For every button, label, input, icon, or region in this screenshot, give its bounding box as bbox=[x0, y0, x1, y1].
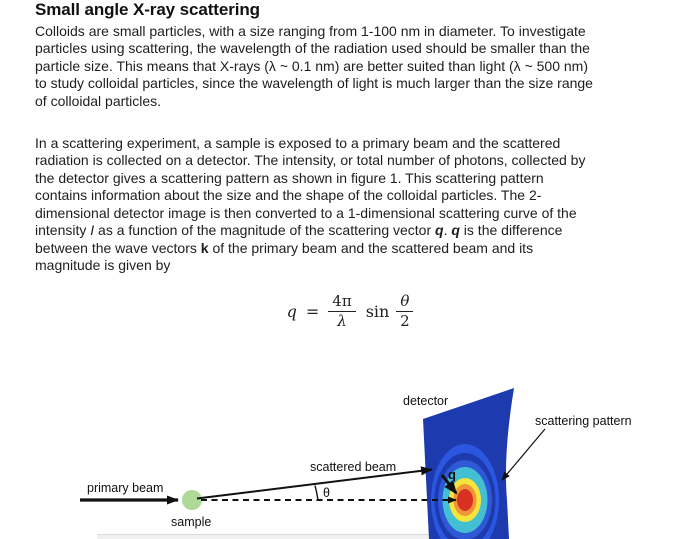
equation-q bbox=[0, 293, 700, 329]
paragraph-line: In a scattering experiment, a sample is exposed to a primary beam and the scattered bbox=[35, 135, 561, 151]
paragraph-line: contains information about the size and the shape of the colloidal particles. The 2- bbox=[35, 187, 542, 204]
scattering-pattern-label: scattering pattern bbox=[535, 414, 632, 428]
paragraph-line: magnitude is given by bbox=[35, 257, 171, 274]
paragraph-intro bbox=[35, 23, 593, 110]
paragraph-line: dimensional detector image is then converted to a 1-dimensional scattering curve of the bbox=[35, 204, 577, 221]
fraction-theta-2 bbox=[396, 293, 413, 329]
paragraph-line: between the wave vectors k of the primary beam and the scattered beam and its bbox=[35, 239, 534, 256]
equals-sign: = bbox=[305, 301, 320, 321]
theta-label: θ bbox=[323, 486, 330, 500]
sample-label: sample bbox=[171, 515, 212, 529]
paragraph-experiment bbox=[35, 135, 585, 275]
paragraph-line: particles using scattering, the wavelength of the radiation used should be smaller than the bbox=[35, 40, 590, 57]
fraction-4pi-lambda bbox=[328, 293, 355, 329]
paragraph-line: radiation is collected on a detector. The intensity, or total number of photons, collected by bbox=[35, 152, 586, 169]
fraction-denominator: λ bbox=[337, 311, 347, 330]
paragraph-line: of colloidal particles. bbox=[35, 92, 162, 109]
sample-dot bbox=[182, 490, 202, 510]
primary-beam-label: primary beam bbox=[87, 481, 164, 495]
detector-label: detector bbox=[403, 394, 449, 408]
figure-scattering-setup bbox=[0, 380, 700, 539]
ring-red-center bbox=[457, 489, 473, 511]
fraction-numerator: θ bbox=[396, 293, 413, 312]
q-vector-label: q bbox=[448, 467, 456, 482]
paragraph-line: particle size. This means that X-rays (λ ~ 0.1 nm) are better suited than light (λ ~ 500 nm) bbox=[35, 57, 588, 74]
theta-arc bbox=[315, 486, 318, 501]
paragraph-line: Colloids are small particles, with a size ranging from 1-100 nm in diameter. To investigate bbox=[35, 23, 586, 39]
sin-operator: sin bbox=[365, 301, 390, 321]
paragraph-line: intensity I as a function of the magnitude of the scattering vector q. q is the difference bbox=[35, 222, 563, 239]
scattering-pattern-pointer bbox=[502, 429, 545, 480]
fraction-denominator: 2 bbox=[400, 311, 410, 330]
page-title: Small angle X-ray scattering bbox=[35, 0, 260, 19]
caption-strip bbox=[97, 535, 440, 539]
equation-lhs: q bbox=[286, 301, 297, 321]
fraction-numerator: 4π bbox=[328, 293, 355, 312]
paragraph-line: to study colloidal particles, since the wavelength of light is much larger than the size range bbox=[35, 75, 593, 92]
paragraph-line: the detector gives a scattering pattern as shown in figure 1. This scattering pattern bbox=[35, 169, 544, 186]
scattered-beam-label: scattered beam bbox=[310, 460, 397, 474]
